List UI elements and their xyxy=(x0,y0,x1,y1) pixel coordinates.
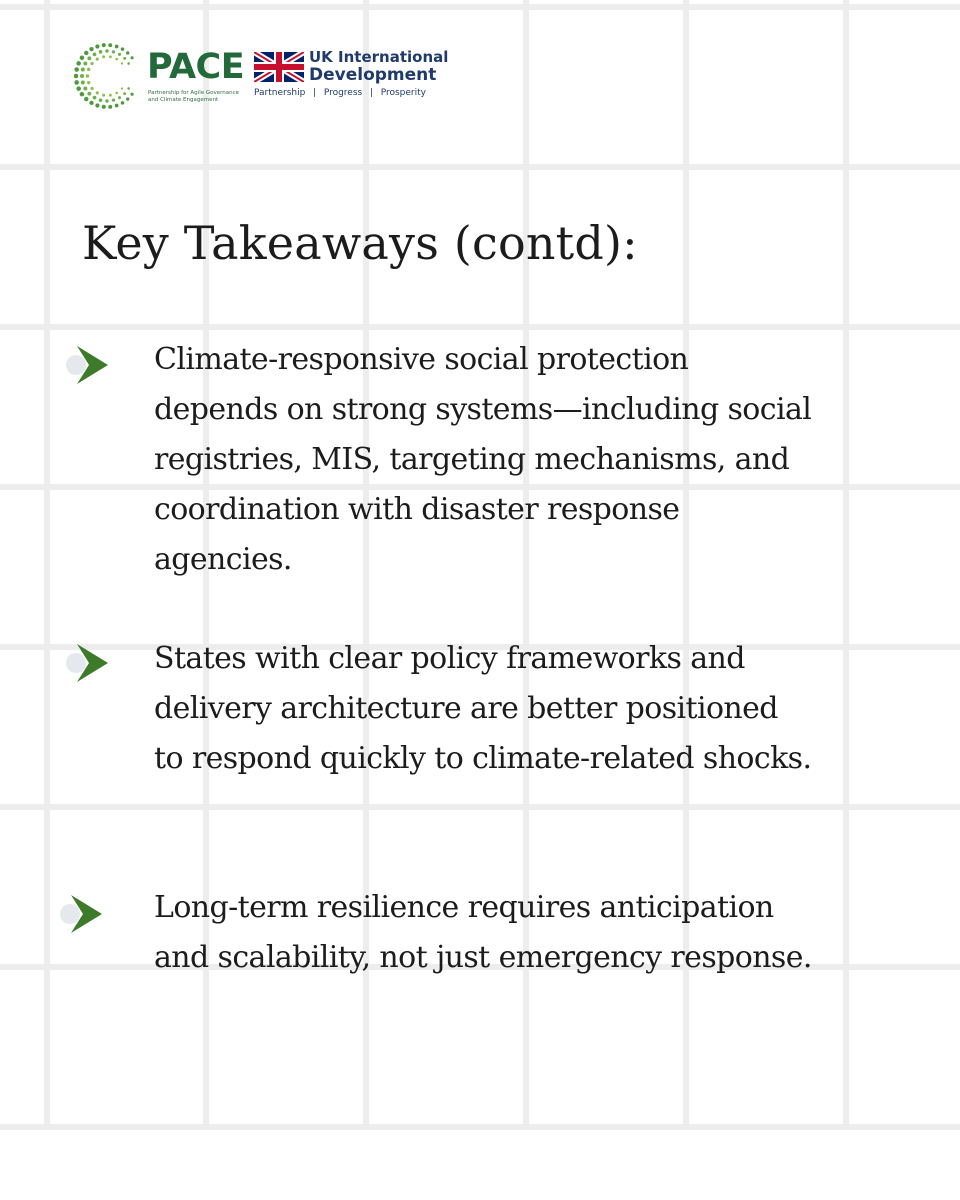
pace-logo-dot xyxy=(87,81,90,84)
pace-logo-dot xyxy=(102,55,105,58)
pace-logo-dot xyxy=(127,87,130,90)
pace-logo-dot xyxy=(89,47,93,51)
pace-logo-dot xyxy=(102,43,106,47)
ukid-tagline-word: Prosperity xyxy=(380,88,426,98)
pace-logo-dot xyxy=(108,105,112,109)
takeaway-item: Long-term resilience requires anticipation and scalability, not just emergency response. xyxy=(154,890,812,975)
pace-logo-dot xyxy=(118,96,121,99)
pace-logo-dots-icon xyxy=(74,40,140,112)
pace-logo-dot xyxy=(123,92,126,95)
chevron-arrow-icon xyxy=(56,895,102,933)
pace-logo-dot xyxy=(96,91,99,94)
ukid-tagline-separator: | xyxy=(369,88,373,98)
pace-logo-dot xyxy=(109,94,112,97)
pace-logo-dot xyxy=(80,74,84,78)
pace-logo-dot xyxy=(93,52,97,56)
pace-logo-dot xyxy=(89,101,93,105)
chevron-arrow-icon xyxy=(62,644,108,682)
pace-logo-dot xyxy=(102,105,106,109)
pace-logo-dot xyxy=(99,50,103,54)
pace-logo-dot xyxy=(83,62,87,66)
chevron-arrow-icon xyxy=(62,346,108,384)
pace-logo-dot xyxy=(105,49,108,52)
pace-logo-dot xyxy=(87,68,90,71)
pace-logo-dot xyxy=(109,55,112,58)
pace-logo-dot xyxy=(90,62,93,65)
pace-logo-dot xyxy=(105,99,108,102)
pace-logo-dot xyxy=(93,96,97,100)
pace-logo-dot xyxy=(76,61,81,66)
pace-logo-dot xyxy=(126,97,129,100)
pace-logo-dot xyxy=(118,53,121,56)
takeaway-item: Climate-responsive social protection depends on strong systems—including social registries, MIS, targeting mechanisms, and coordination with disaster response agencies. xyxy=(154,342,812,577)
pace-logo-dot xyxy=(86,74,89,77)
takeaway-item: States with clear policy frameworks and delivery architecture are better positioned to respond quickly to climate-related shocks. xyxy=(154,641,812,776)
pace-logo-dot xyxy=(80,92,85,97)
pace-logo-dot xyxy=(90,87,93,90)
pace-logo-dot xyxy=(121,101,125,105)
union-jack-flag-icon xyxy=(254,52,304,82)
pace-logo-dot xyxy=(99,98,103,102)
ukid-title-line1: UK International xyxy=(309,48,449,66)
pace-logo-dot xyxy=(115,104,119,108)
pace-logo-dot xyxy=(95,103,99,107)
pace-logo-dot xyxy=(74,67,79,72)
pace-logo-dot xyxy=(121,62,123,64)
pace-logo-dot xyxy=(83,87,87,91)
pace-tagline: Partnership for Agile Governance and Climate Engagement xyxy=(148,90,240,103)
pace-logo-text: PACE xyxy=(147,47,245,87)
pace-logo-dot xyxy=(96,58,99,61)
pace-logo-dot xyxy=(123,57,126,60)
pace-logo-dot xyxy=(121,47,125,51)
partner-logos xyxy=(74,40,449,115)
ukid-tagline xyxy=(254,88,426,98)
pace-logo-dot xyxy=(84,51,88,55)
pace-logo-dot xyxy=(102,94,105,97)
pace-logo-dot xyxy=(84,97,88,101)
pace-logo-dot xyxy=(112,50,115,53)
pace-logo-dot xyxy=(127,62,130,65)
ukid-tagline-word: Partnership xyxy=(254,88,306,98)
pace-logo-dot xyxy=(76,86,81,91)
pace-logo-dot xyxy=(112,99,115,102)
page-title: Key Takeaways (contd): xyxy=(82,216,638,270)
ukid-tagline-separator: | xyxy=(313,88,317,98)
pace-logo-dot xyxy=(131,93,134,96)
pace-logo-dot xyxy=(131,56,134,59)
pace-logo-dot xyxy=(81,68,85,72)
pace-logo-dot xyxy=(80,56,85,61)
pace-logo-dot xyxy=(81,80,85,84)
pace-logo-dot xyxy=(95,44,99,48)
pace-logo-dot xyxy=(115,58,118,61)
ukid-tagline-word: Progress xyxy=(323,88,363,98)
pace-logo-dot xyxy=(115,45,119,49)
pace-logo-dot xyxy=(121,87,123,89)
pace-logo-dot xyxy=(87,92,91,96)
pace-logo-dot xyxy=(108,43,112,47)
pace-logo-dot xyxy=(74,74,78,79)
pace-logo-dot xyxy=(115,92,118,95)
pace-logo-dot xyxy=(87,56,91,60)
ukid-title-line2: Development xyxy=(309,65,437,85)
pace-logo-dot xyxy=(126,51,129,54)
pace-logo-dot xyxy=(74,80,79,85)
